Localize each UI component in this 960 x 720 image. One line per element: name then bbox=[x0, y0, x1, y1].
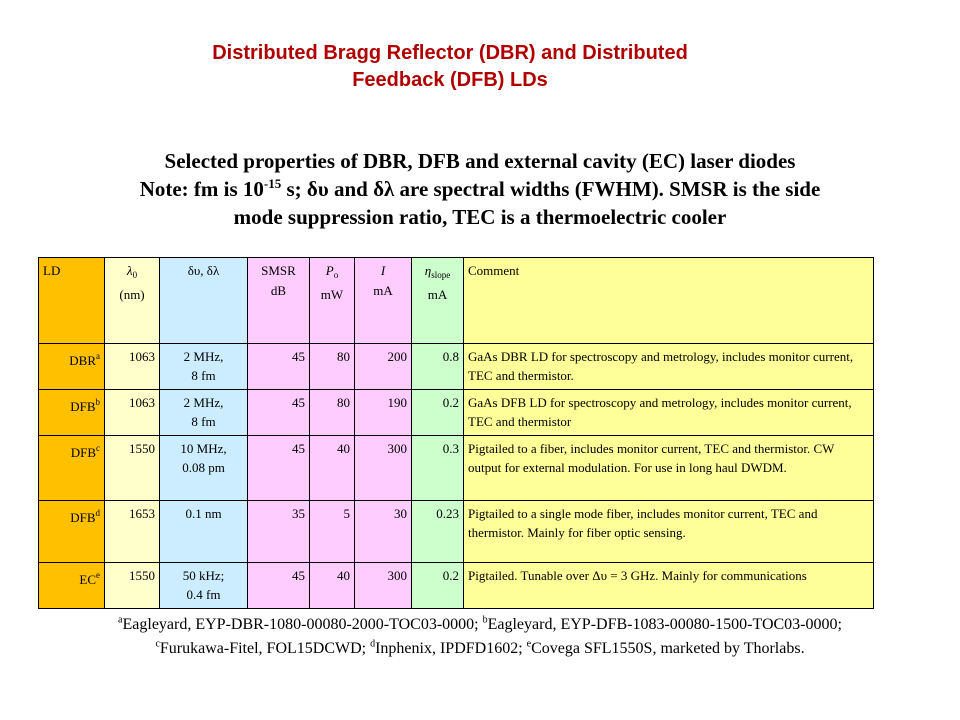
header-spectral-width: δυ, δλ bbox=[160, 258, 248, 344]
caption-line-3: mode suppression ratio, TEC is a thermoelectric cooler bbox=[233, 205, 727, 229]
header-smsr: SMSR dB bbox=[248, 258, 310, 344]
footnotes bbox=[40, 613, 920, 661]
cell-wavelength: 1653 bbox=[105, 501, 160, 563]
header-power: $P_o$ mW bbox=[310, 258, 355, 344]
table-header-row bbox=[39, 258, 874, 344]
table-row bbox=[39, 390, 874, 436]
header-wavelength-unit: (nm) bbox=[119, 287, 145, 302]
cell-power: 5 bbox=[310, 501, 355, 563]
cell-smsr: 45 bbox=[248, 436, 310, 501]
cell-current: 190 bbox=[355, 390, 412, 436]
cell-wavelength: 1063 bbox=[105, 344, 160, 390]
table-row bbox=[39, 501, 874, 563]
cell-smsr: 45 bbox=[248, 563, 310, 609]
cell-spectral-width: 50 kHz; 0.4 fm bbox=[160, 563, 248, 609]
header-power-unit: mW bbox=[320, 287, 344, 302]
cell-current: 200 bbox=[355, 344, 412, 390]
cell-slope: 0.8 bbox=[412, 344, 464, 390]
table-caption bbox=[60, 147, 900, 231]
cell-comment: GaAs DBR LD for spectroscopy and metrology, includes monitor current, TEC and thermistor. bbox=[464, 344, 874, 390]
cell-spectral-width: 2 MHz, 8 fm bbox=[160, 344, 248, 390]
header-ld: LD bbox=[39, 258, 105, 344]
cell-slope: 0.2 bbox=[412, 390, 464, 436]
slide-title bbox=[90, 40, 810, 94]
laser-diode-table bbox=[38, 257, 874, 609]
table-row bbox=[39, 563, 874, 609]
cell-spectral-width: 0.1 nm bbox=[160, 501, 248, 563]
slide-title-line-1: Distributed Bragg Reflector (DBR) and Distributed bbox=[212, 42, 688, 64]
cell-comment: Pigtailed to a fiber, includes monitor current, TEC and thermistor. CW output for external modulation. For use in long haul DWDM. bbox=[464, 436, 874, 501]
caption-line-1: Selected properties of DBR, DFB and external cavity (EC) laser diodes bbox=[164, 149, 796, 173]
cell-power: 80 bbox=[310, 390, 355, 436]
header-current-unit: mA bbox=[373, 283, 393, 298]
cell-smsr: 35 bbox=[248, 501, 310, 563]
cell-power: 40 bbox=[310, 563, 355, 609]
header-comment: Comment bbox=[464, 258, 874, 344]
cell-wavelength: 1550 bbox=[105, 563, 160, 609]
cell-ld: DBR$^a$ bbox=[39, 344, 105, 390]
header-slope-efficiency: $\eta_{slope}$ mA bbox=[412, 258, 464, 344]
header-slope-unit: mA bbox=[427, 287, 448, 302]
cell-ld: DFB$^d$ bbox=[39, 501, 105, 563]
cell-smsr: 45 bbox=[248, 390, 310, 436]
footnote-line-2: $^c$Furukawa-Fitel, FOL15DCWD; $^d$Inphenix, IPDFD1602; $^e$Covega SFL1550S, marketed by Thorlabs. bbox=[155, 638, 805, 657]
cell-current: 30 bbox=[355, 501, 412, 563]
cell-power: 40 bbox=[310, 436, 355, 501]
cell-spectral-width: 2 MHz, 8 fm bbox=[160, 390, 248, 436]
cell-wavelength: 1550 bbox=[105, 436, 160, 501]
caption-exponent: -15 bbox=[263, 176, 282, 191]
cell-ld: DFB$^b$ bbox=[39, 390, 105, 436]
header-smsr-unit: dB bbox=[270, 283, 287, 298]
cell-comment: GaAs DFB LD for spectroscopy and metrology, includes monitor current, TEC and thermistor bbox=[464, 390, 874, 436]
caption-line-2-start: Note: fm is 10 bbox=[139, 177, 264, 201]
cell-spectral-width: 10 MHz, 0.08 pm bbox=[160, 436, 248, 501]
header-wavelength: $\lambda_0$ (nm) bbox=[105, 258, 160, 344]
cell-slope: 0.3 bbox=[412, 436, 464, 501]
slide-title-line-2: Feedback (DFB) LDs bbox=[352, 69, 548, 91]
header-current: I mA bbox=[355, 258, 412, 344]
cell-current: 300 bbox=[355, 436, 412, 501]
cell-ld: $EC^e$ bbox=[39, 563, 105, 609]
cell-wavelength: 1063 bbox=[105, 390, 160, 436]
cell-current: 300 bbox=[355, 563, 412, 609]
caption-line-2-end: s; δυ and δλ are spectral widths (FWHM). SMSR is the side bbox=[281, 177, 821, 201]
cell-slope: 0.23 bbox=[412, 501, 464, 563]
cell-slope: 0.2 bbox=[412, 563, 464, 609]
table-row bbox=[39, 436, 874, 501]
cell-smsr: 45 bbox=[248, 344, 310, 390]
cell-power: 80 bbox=[310, 344, 355, 390]
table-row bbox=[39, 344, 874, 390]
caption-line-2 bbox=[60, 175, 900, 203]
cell-comment: Pigtailed. Tunable over Δυ = 3 GHz. Mainly for communications bbox=[464, 563, 874, 609]
cell-comment: Pigtailed to a single mode fiber, includes monitor current, TEC and thermistor. Mainly for fiber optic sensing. bbox=[464, 501, 874, 563]
cell-ld: DFB$^c$ bbox=[39, 436, 105, 501]
footnote-line-1: $^a$Eagleyard, EYP-DBR-1080-00080-2000-TOC03-0000; $^b$Eagleyard, EYP-DFB-1083-00080-1500-TOC03-0000; bbox=[118, 614, 842, 633]
